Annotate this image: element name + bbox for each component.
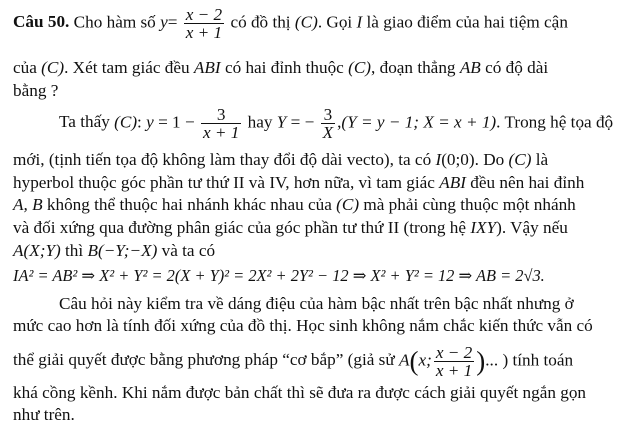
fraction: $\frac{3}{X}$ — [322, 105, 334, 142]
solution-equation: IA² = AB² ⇒ X² + Y² = 2(X + Y)² = 2X² + 2Y² − 12 ⇒ X² + Y² = 12 ⇒ AB = 2√3. — [13, 266, 545, 285]
solution-line-3: hyperbol thuộc góc phần tư thứ II và IV, hơn nữa, vì tam giác ABI đều nên hai đỉnh — [13, 173, 585, 192]
question-label: Câu 50. — [13, 12, 70, 32]
solution-line-4: A, B không thể thuộc hai nhánh khác nhau của (C) mà phải cùng thuộc một nhánh — [13, 195, 576, 214]
problem-line-1: Câu 50. Cho hàm số y= $\frac{x - 2}{x + 1}$ có đồ thị (C). Gọi I là giao điểm của hai tiệm cận — [13, 5, 568, 42]
problem-line-2: của (C). Xét tam giác đều ABI có hai đỉnh thuộc (C), đoạn thẳng AB có độ dài — [13, 58, 549, 77]
fraction: $\frac{3}{x + 1}$ — [202, 105, 240, 142]
solution-line-1: Ta thấy (C): y = 1 − $\frac{3}{x + 1}$ hay Y = − $\frac{3}{X}$ ,(Y = y − 1; X = x + 1). Trong hệ tọa độ — [59, 105, 614, 142]
fraction: $\frac{x - 2}{x + 1}$ — [435, 343, 473, 380]
comment-line-2: mức cao hơn là tính đối xứng của đồ thị. Học sinh không nắm chắc kiến thức vẫn có — [13, 316, 593, 335]
fraction: $\frac{x - 2}{x + 1}$ — [185, 5, 223, 42]
comment-line-1: Câu hỏi này kiểm tra về dáng điệu của hàm bậc nhất trên bậc nhất nhưng ở — [59, 294, 574, 313]
problem-line-3: bằng ? — [13, 81, 59, 100]
solution-line-2: mới, (tịnh tiến tọa độ không làm thay đổi độ dài vecto), ta có I(0;0). Do (C) là — [13, 150, 549, 169]
comment-line-4: khá cồng kềnh. Khi nắm được bản chất thì sẽ đưa ra được cách giải quyết ngắn gọn — [13, 383, 587, 402]
solution-line-5: và đối xứng qua đường phân giác của góc phần tư thứ II (trong hệ IXY). Vậy nếu — [13, 218, 568, 237]
comment-line-3: thể giải quyết được bằng phương pháp “cơ bắp” (giả sử A(x; $\frac{x - 2}{x + 1}$ )... ) tính toán — [13, 343, 574, 380]
comment-line-5: như trên. — [13, 405, 75, 424]
solution-line-6: A(X;Y) thì B(−Y;−X) và ta có — [13, 241, 216, 260]
